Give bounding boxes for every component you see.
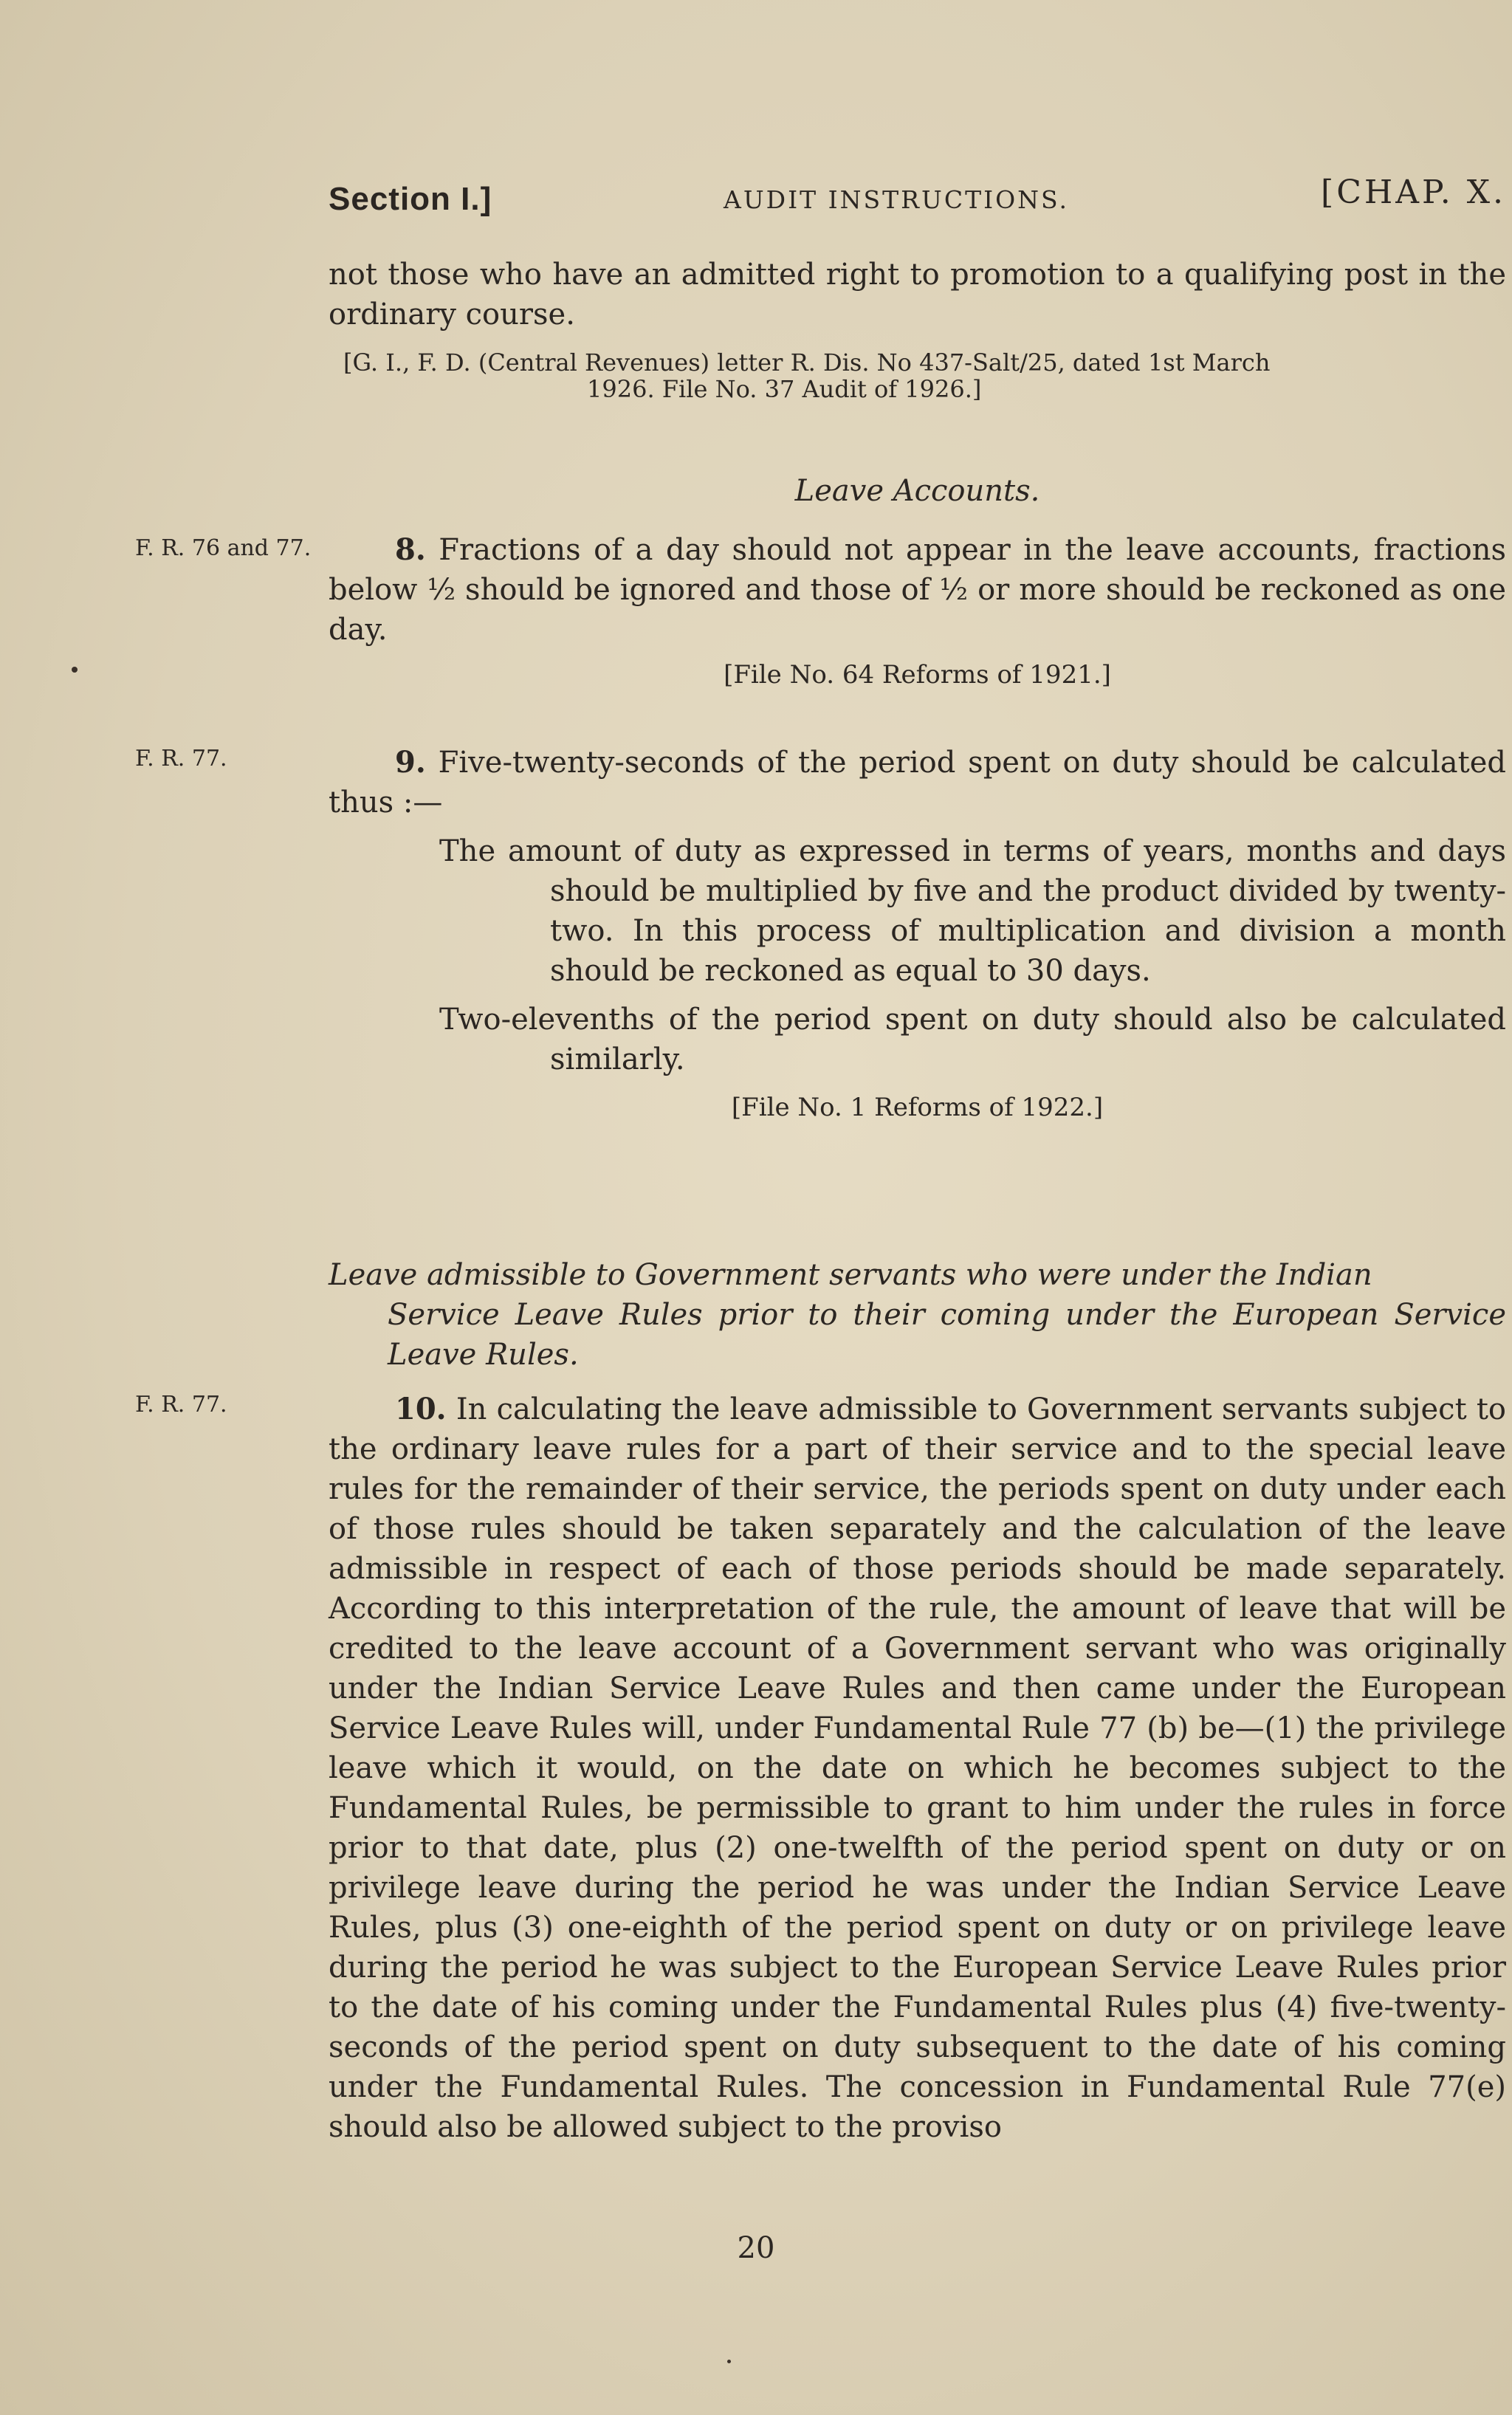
- para10-block: [329, 1389, 1506, 2147]
- para8-text: Fractions of a day should not appear in the leave accounts, fractions below ½ should be ignored and those of ½ or more should be reckoned as one day.: [329, 533, 1506, 647]
- para9-text: Five-twenty-seconds of the period spent on duty should be calculated thus :—: [329, 746, 1506, 820]
- para8-margin-note: F. R. 76 and 77.: [135, 535, 312, 561]
- leave-admissible-heading-line1: Leave admissible to Government servants who were under the Indian: [329, 1258, 1372, 1292]
- paper-speck: [72, 667, 78, 673]
- para9-sub2-wrap: [329, 1000, 1506, 1079]
- para10-number: 10.: [395, 1392, 447, 1426]
- para9-block: [329, 743, 1506, 1124]
- header-title: AUDIT INSTRUCTIONS.: [724, 185, 1069, 214]
- para9-sub2: Two-elevenths of the period spent on duty should also be calculated similarly.: [439, 1003, 1506, 1076]
- section-label: Section I.]: [329, 181, 492, 217]
- leave-admissible-section: [329, 1255, 1506, 1375]
- intro-text: not those who have an admitted right to promotion to a qualifying post in the ordinary course.: [329, 258, 1506, 331]
- leave-accounts-section: [329, 471, 1506, 511]
- para10-margin-note: F. R. 77.: [135, 1392, 227, 1418]
- para8-block: [329, 530, 1506, 691]
- para9-margin-note: F. R. 77.: [135, 746, 227, 772]
- para10-text: In calculating the leave admissible to Government servants subject to the ordinary leave rules for a part of their service and to the special leave rules for the remainder of their service, the periods spent on duty under each of those rules should be taken separately and the calculation of the leave admissible in respect of each of those periods should be made separately. According to this interpretation of the rule, the amount of leave that will be credited to the leave account of a Government servant who was originally under the Indian Service Leave Rules and then came under the European Service Leave Rules will, under Fundamental Rule 77 (b) be—(1) the privilege leave which it would, on the date on which he becomes subject to the Fundamental Rules, be permissible to grant to him under the rules in force prior to that date, plus (2) one-twelfth of the period spent on duty or on privilege leave during the period he was under the Indian Service Leave Rules, plus (3) one-eighth of the period spent on duty or on privilege leave during the period he was subject to the European Service Leave Rules prior to the date of his coming under the Fundamental Rules plus (4) five-twenty-seconds of the period spent on duty subsequent to the date of his coming under the Fundamental Rules. The concession in Fundamental Rule 77(e) should also be allowed subject to the proviso: [329, 1392, 1507, 2144]
- intro-block: [329, 255, 1506, 402]
- intro-citation-line2: 1926. File No. 37 Audit of 1926.]: [587, 375, 982, 403]
- paper-speck: [727, 2360, 731, 2363]
- para9-paragraph: [329, 743, 1506, 822]
- para10-paragraph: [329, 1389, 1506, 2147]
- para9-sub1-wrap: [329, 831, 1506, 991]
- intro-citation: [329, 349, 1506, 402]
- para9-sub1: The amount of duty as expressed in terms of years, months and days should be multiplied by five and the product divided by twenty-two. In this process of multiplication and division a month should be reckoned as equal to 30 days.: [439, 834, 1506, 988]
- para9-file-ref: [File No. 1 Reforms of 1922.]: [731, 1093, 1104, 1122]
- page-number: 20: [737, 2231, 775, 2265]
- para9-number: 9.: [395, 745, 426, 780]
- leave-admissible-heading-rest: Service Leave Rules prior to their coming under the European Service Leave Rules.: [388, 1298, 1506, 1372]
- intro-citation-line1: [G. I., F. D. (Central Revenues) letter R. Dis. No 437-Salt/25, dated 1st March: [343, 348, 1271, 377]
- para8-file-ref: [File No. 64 Reforms of 1921.]: [724, 660, 1111, 690]
- para8-number: 8.: [395, 532, 426, 567]
- leave-accounts-heading: Leave Accounts.: [794, 474, 1040, 508]
- leave-admissible-heading: [329, 1255, 1506, 1375]
- running-header: [329, 174, 1506, 225]
- chapter-label: [CHAP. X.: [1321, 174, 1506, 211]
- para8-paragraph: [329, 530, 1506, 650]
